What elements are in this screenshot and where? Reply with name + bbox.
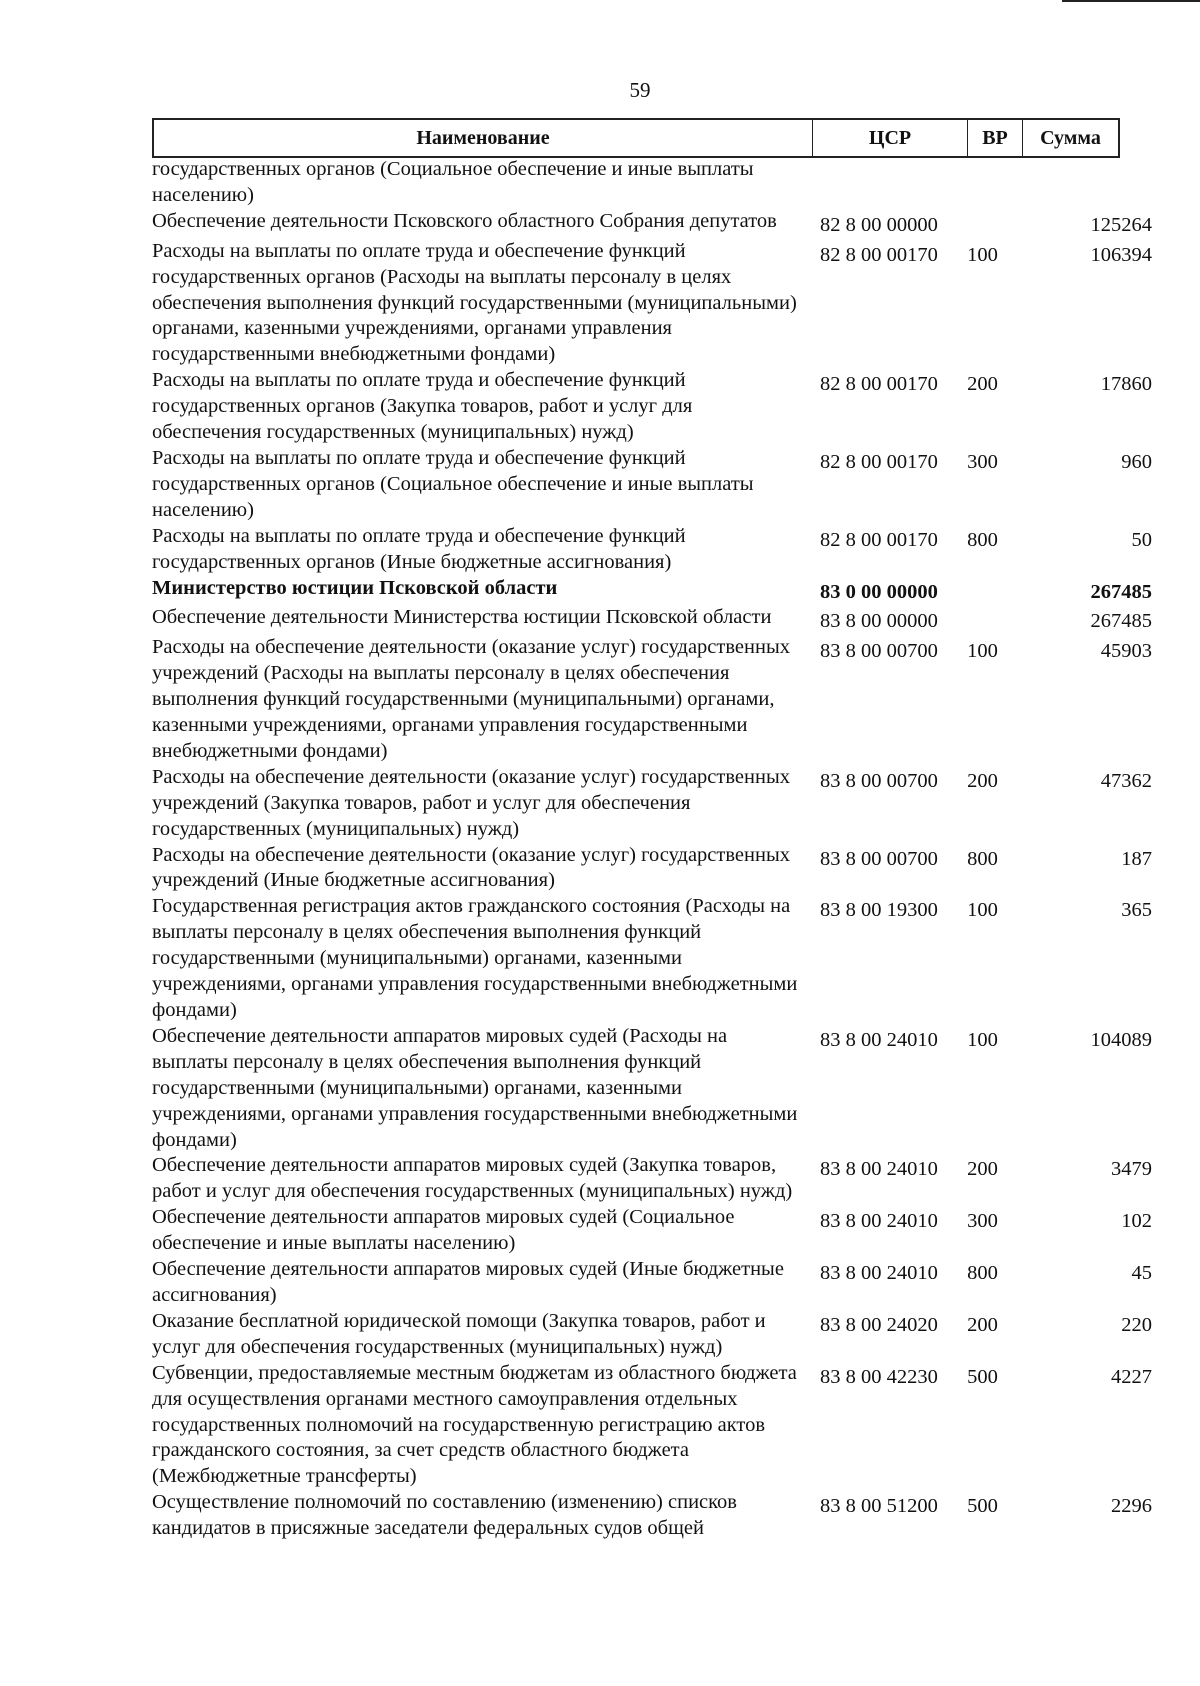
row-csr: 83 8 00 24010 <box>820 1158 938 1181</box>
row-vr: 300 <box>967 1210 998 1233</box>
row-csr: 83 8 00 24010 <box>820 1262 938 1285</box>
table-row <box>152 1490 1152 1542</box>
row-name: Обеспечение деятельности аппаратов мировых судей (Социальное обеспечение и иные выплаты населению) <box>152 1206 735 1255</box>
row-csr: 83 0 00 00000 <box>820 580 938 603</box>
row-name: Расходы на выплаты по оплате труда и обеспечение функций государственных органов (Расходы на выплаты персоналу в целях обеспечения выполнения функций государственными (муниципальными) органами, казенными учреждениями, органами управления государственными внебюджетными фондами) <box>152 239 797 366</box>
row-sum: 267485 <box>1090 610 1152 633</box>
top-border-line <box>1062 0 1200 2</box>
row-vr: 200 <box>967 769 998 792</box>
header-name: Наименование <box>416 127 550 149</box>
row-name: Обеспечение деятельности аппаратов мировых судей (Закупка товаров, работ и услуг для обеспечения государственных (муниципальных) нужд) <box>152 1154 793 1203</box>
row-sum: 104089 <box>1090 1028 1152 1051</box>
row-csr: 82 8 00 00000 <box>820 213 938 236</box>
table-row <box>152 1153 1152 1205</box>
row-sum: 220 <box>1121 1313 1152 1336</box>
table-row <box>152 446 1152 524</box>
row-vr <box>955 605 1010 609</box>
row-name: Расходы на выплаты по оплате труда и обеспечение функций государственных органов (Социальное обеспечение и иные выплаты населению) <box>152 446 754 521</box>
row-sum: 17860 <box>1100 373 1152 396</box>
row-name: Расходы на выплаты по оплате труда и обеспечение функций государственных органов (Закупка товаров, работ и услуг для обеспечения государственных (муниципальных) нужд) <box>152 369 693 444</box>
table-row <box>152 894 1152 1024</box>
row-name: Государственная регистрация актов гражданского состояния (Расходы на выплаты персоналу в целях обеспечения выполнения функций государственными (муниципальными) органами, казенными учреждениями, органами управления государственными внебюджетными фондами) <box>152 895 798 1021</box>
table-row <box>152 605 1152 635</box>
row-vr <box>955 157 1010 161</box>
row-vr: 500 <box>967 1495 998 1518</box>
row-sum: 267485 <box>1090 580 1152 603</box>
row-csr: 83 8 00 24010 <box>820 1028 938 1051</box>
row-csr: 83 8 00 00700 <box>820 640 938 663</box>
row-csr: 83 8 00 19300 <box>820 899 938 922</box>
row-vr: 800 <box>967 847 998 870</box>
table-header <box>152 118 1120 158</box>
table-row <box>152 576 1152 606</box>
row-name: Обеспечение деятельности Псковского областного Собрания депутатов <box>152 209 777 232</box>
row-sum: 102 <box>1121 1210 1152 1233</box>
row-name: Расходы на обеспечение деятельности (оказание услуг) государственных учреждений (Расходы на выплаты персоналу в целях обеспечения выполнения функций государственными (муниципальными) органами, казенными учреждениями, органами управления государственными внебюджетными фондами) <box>152 636 790 762</box>
table-row <box>152 209 1152 239</box>
row-vr: 100 <box>967 899 998 922</box>
row-vr: 200 <box>967 1313 998 1336</box>
row-csr: 82 8 00 00170 <box>820 528 938 551</box>
row-csr: 82 8 00 00170 <box>820 450 938 473</box>
page-number: 59 <box>629 78 651 102</box>
row-sum: 50 <box>1131 528 1152 551</box>
row-sum: 3479 <box>1111 1158 1152 1181</box>
table-row <box>152 239 1152 369</box>
row-name: Обеспечение деятельности Министерства юстиции Псковской области <box>152 606 772 629</box>
row-sum: 2296 <box>1111 1495 1152 1518</box>
row-name: Расходы на обеспечение деятельности (оказание услуг) государственных учреждений (Иные бюджетные ассигнования) <box>152 843 790 892</box>
row-csr: 83 8 00 00000 <box>820 610 938 633</box>
table-row <box>152 157 1152 209</box>
row-sum <box>1010 157 1152 161</box>
row-sum: 4227 <box>1111 1365 1152 1388</box>
row-vr: 500 <box>967 1365 998 1388</box>
row-csr: 83 8 00 24010 <box>820 1210 938 1233</box>
row-vr: 200 <box>967 1158 998 1181</box>
table-row <box>152 368 1152 446</box>
row-name: Обеспечение деятельности аппаратов мировых судей (Расходы на выплаты персоналу в целях обеспечения выполнения функций государственными (муниципальными) органами, казенными учреждениями, органами управления государственными внебюджетными фондами) <box>152 1024 798 1151</box>
row-name: Расходы на выплаты по оплате труда и обеспечение функций государственных органов (Иные бюджетные ассигнования) <box>152 524 686 573</box>
row-sum: 106394 <box>1090 243 1152 266</box>
row-name: Обеспечение деятельности аппаратов мировых судей (Иные бюджетные ассигнования) <box>152 1258 784 1306</box>
header-csr: ЦСР <box>812 120 967 156</box>
row-name: Министерство юстиции Псковской области <box>152 576 558 599</box>
table-row <box>152 765 1152 843</box>
table-row <box>152 1309 1152 1361</box>
table-row <box>152 843 1152 895</box>
table-row <box>152 524 1152 576</box>
row-csr: 83 8 00 00700 <box>820 847 938 870</box>
row-vr: 800 <box>967 1262 998 1285</box>
row-vr <box>955 576 1010 580</box>
row-sum: 47362 <box>1100 769 1152 792</box>
table-row <box>152 1205 1152 1257</box>
row-sum: 365 <box>1121 899 1152 922</box>
table-row <box>152 1257 1152 1309</box>
row-name: государственных органов (Социальное обеспечение и иные выплаты населению) <box>152 158 754 206</box>
row-name: Оказание бесплатной юридической помощи (Закупка товаров, работ и услуг для обеспечения государственных (муниципальных) нужд) <box>152 1309 766 1358</box>
row-csr: 83 8 00 51200 <box>820 1495 938 1518</box>
row-vr: 200 <box>967 373 998 396</box>
row-csr <box>820 157 955 161</box>
row-sum: 45 <box>1131 1262 1152 1285</box>
row-csr: 83 8 00 24020 <box>820 1313 938 1336</box>
row-vr <box>955 209 1010 213</box>
row-vr: 300 <box>967 450 998 473</box>
row-name: Субвенции, предоставляемые местным бюджетам из областного бюджета для осуществления органами местного самоуправления отдельных государственных полномочий на государственную регистрацию актов гражданского состояния, за счет средств областного бюджета (Межбюджетные трансферты) <box>152 1361 797 1488</box>
row-sum: 960 <box>1121 450 1152 473</box>
row-csr: 82 8 00 00170 <box>820 373 938 396</box>
row-name: Расходы на обеспечение деятельности (оказание услуг) государственных учреждений (Закупка товаров, работ и услуг для обеспечения государственных (муниципальных) нужд) <box>152 765 790 840</box>
row-csr: 83 8 00 42230 <box>820 1365 938 1388</box>
table-row <box>152 635 1152 765</box>
row-csr: 83 8 00 00700 <box>820 769 938 792</box>
row-vr: 100 <box>967 243 998 266</box>
row-sum: 187 <box>1121 847 1152 870</box>
row-name: Осуществление полномочий по составлению (изменению) списков кандидатов в присяжные заседатели федеральных судов общей <box>152 1491 737 1540</box>
header-vr: ВР <box>967 120 1022 156</box>
table-body <box>152 157 1152 1542</box>
row-vr: 800 <box>967 528 998 551</box>
table-row <box>152 1024 1152 1154</box>
row-vr: 100 <box>967 640 998 663</box>
header-sum: Сумма <box>1022 120 1118 156</box>
row-sum: 125264 <box>1090 213 1152 236</box>
row-vr: 100 <box>967 1028 998 1051</box>
table-row <box>152 1361 1152 1491</box>
row-csr: 82 8 00 00170 <box>820 243 938 266</box>
row-sum: 45903 <box>1100 640 1152 663</box>
